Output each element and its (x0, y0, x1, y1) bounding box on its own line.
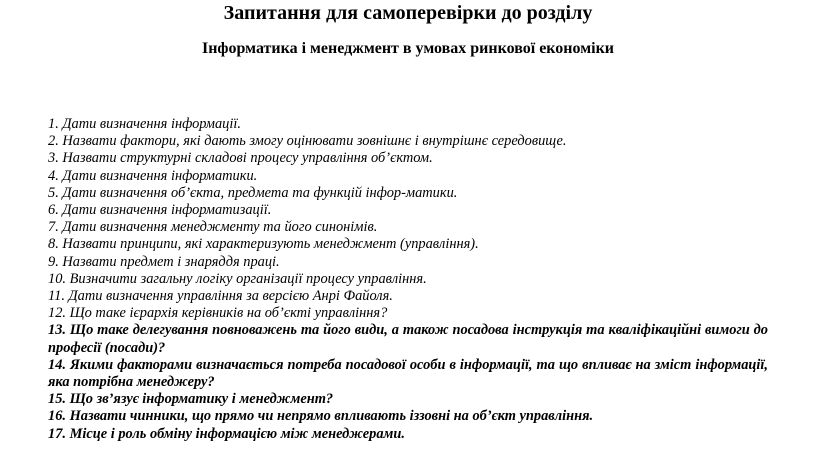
question-item: 16. Назвати чинники, що прямо чи непрямо впливають іззовні на об’єкт управління. (48, 408, 594, 425)
section-subtitle: Інформатика і менеджмент в умовах ринкової економіки (201, 40, 614, 57)
question-item: 14. Якими факторами визначається потреба посадової особи в інформації, та що впливає на зміст інформації, яка потрібна менеджеру? (48, 356, 768, 391)
question-item: 5. Дати визначення об’єкта, предмета та функцій інфор-матики. (48, 184, 458, 201)
question-item: 8. Назвати принципи, які характеризують менеджмент (управління). (48, 236, 479, 253)
question-item: 17. Місце і роль обміну інформацією між менеджерами. (48, 425, 406, 442)
question-item: 3. Назвати структурні складові процесу управління об’єктом. (48, 150, 433, 167)
question-item: 13. Що таке делегування повноважень та його види, а також посадова інструкція та кваліфікаційні вимоги до професії (посади)? (48, 322, 768, 356)
question-item: 15. Що зв’язує інформатику і менеджмент? (48, 391, 334, 408)
question-item: 2. Назвати фактори, які дають змогу оцінювати зовнішнє і внутрішнє середовище. (48, 133, 567, 150)
page-title: Запитання для самоперевірки до розділу (223, 2, 593, 24)
question-item: 10. Визначити загальну логіку організації процесу управління. (48, 270, 427, 287)
question-item: 9. Назвати предмет і знаряддя праці. (48, 253, 280, 270)
question-item: 7. Дати визначення менеджменту та його синонімів. (48, 219, 378, 236)
question-item: 4. Дати визначення інформатики. (48, 167, 258, 184)
question-item: 11. Дати визначення управління за версією Анрі Файоля. (48, 288, 393, 305)
question-item: 12. Що таке ієрархія керівників на об’єкті управління? (48, 305, 388, 322)
question-item: 1. Дати визначення інформації. (48, 116, 241, 132)
question-item: 6. Дати визначення інформатизації. (48, 202, 272, 219)
question-list (48, 116, 768, 443)
